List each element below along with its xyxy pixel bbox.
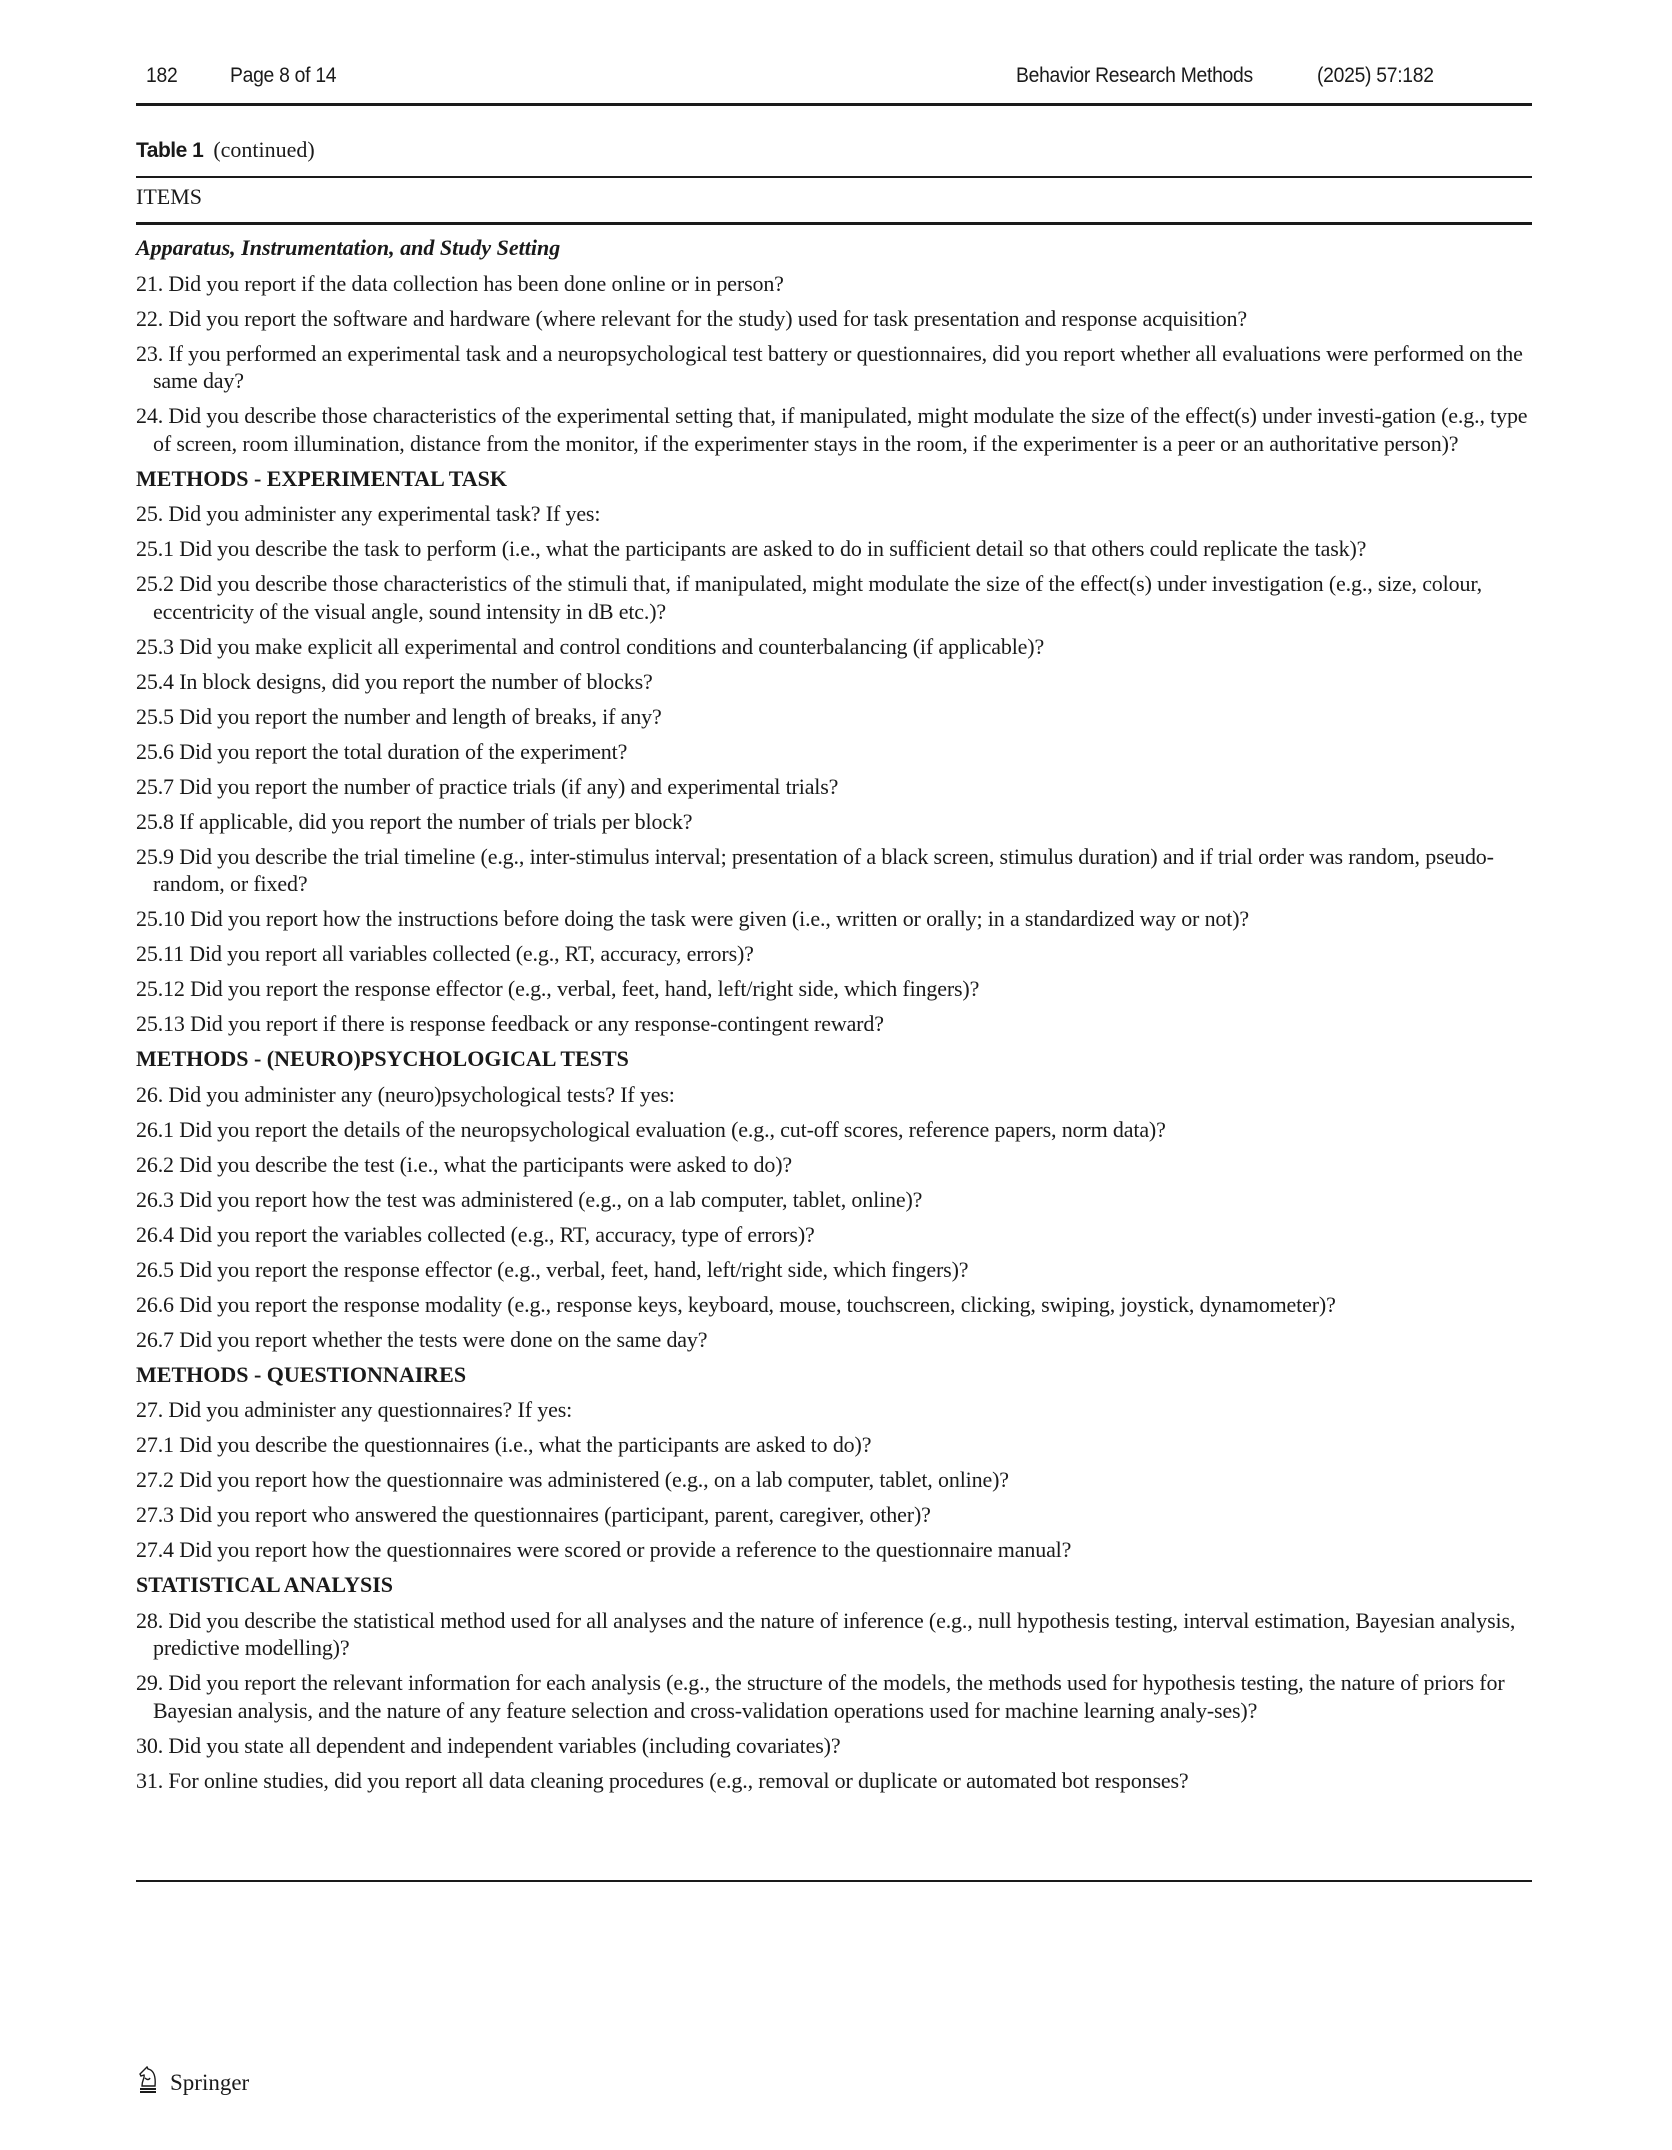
checklist-item: 25.4 In block designs, did you report the number of blocks? — [136, 668, 653, 694]
checklist-item: 25.13 Did you report if there is response feedback or any response-contingent reward? — [136, 1011, 884, 1036]
checklist-item: 26.7 Did you report whether the tests were done on the same day? — [136, 1326, 708, 1352]
checklist-item: 25.5 Did you report the number and length of breaks, if any? — [136, 703, 662, 729]
checklist-item: 28. Did you describe the statistical method used for all analyses and the nature of inference (e.g., null hypothesis testing, interval estimation, Bayesian analysis, predictive modelling)? — [136, 1607, 1516, 1660]
checklist-item: 21. Did you report if the data collection has been done online or in person? — [136, 270, 784, 296]
section-heading: METHODS - QUESTIONNAIRES — [136, 1361, 467, 1387]
checklist-item: 25.11 Did you report all variables collected (e.g., RT, accuracy, errors)? — [136, 941, 754, 966]
table-continued: (continued) — [213, 137, 315, 162]
table-caption — [136, 137, 315, 163]
section-heading: Apparatus, Instrumentation, and Study Setting — [136, 235, 561, 260]
checklist-item: 27.1 Did you describe the questionnaires (i.e., what the participants are asked to do)? — [136, 1432, 872, 1457]
citation: (2025) 57:182 — [1317, 64, 1434, 87]
checklist-item: 25. Did you administer any experimental task? If yes: — [136, 501, 601, 526]
checklist-item: 26.3 Did you report how the test was administered (e.g., on a lab computer, tablet, online)? — [136, 1186, 923, 1212]
checklist-item: 24. Did you describe those characteristics of the experimental setting that, if manipulated, might modulate the size of the effect(s) under investi-gation (e.g., type of screen, room illumination, distance from the monitor, if the experimenter stays in the room, if the experimenter is a peer or an authoritative person)? — [136, 403, 1528, 456]
checklist-item: 26. Did you administer any (neuro)psychological tests? If yes: — [136, 1081, 675, 1107]
checklist-item: 25.10 Did you report how the instructions before doing the task were given (i.e., written or orally; in a standardized way or not)? — [136, 906, 1250, 931]
section-heading: METHODS - EXPERIMENTAL TASK — [136, 465, 508, 491]
table-label: Table 1 — [136, 139, 204, 162]
page-of-total: Page 8 of 14 — [230, 64, 337, 87]
table-column-header: ITEMS — [136, 184, 202, 209]
page-number: 182 — [146, 64, 178, 87]
checklist-item: 26.2 Did you describe the test (i.e., what the participants were asked to do)? — [136, 1151, 793, 1177]
section-heading: STATISTICAL ANALYSIS — [136, 1572, 393, 1597]
checklist-item: 25.6 Did you report the total duration of the experiment? — [136, 738, 628, 764]
table-bottom-rule — [136, 1880, 1532, 1882]
table-top-rule — [136, 176, 1532, 178]
journal-name: Behavior Research Methods — [1016, 64, 1253, 87]
publisher-name: Springer — [170, 2070, 250, 2095]
checklist-item: 25.7 Did you report the number of practice trials (if any) and experimental trials? — [136, 773, 839, 799]
checklist-item: 27.2 Did you report how the questionnaire was administered (e.g., on a lab computer, tablet, online)? — [136, 1467, 1009, 1492]
checklist-item: 25.1 Did you describe the task to perform (i.e., what the participants are asked to do in sufficient detail so that others could replicate the task)? — [136, 536, 1367, 561]
checklist-item: 25.3 Did you make explicit all experimental and control conditions and counterbalancing (if applicable)? — [136, 633, 1045, 659]
checklist-item: 26.4 Did you report the variables collected (e.g., RT, accuracy, type of errors)? — [136, 1221, 815, 1247]
checklist-item: 25.2 Did you describe those characteristics of the stimuli that, if manipulated, might modulate the size of the effect(s) under investigation (e.g., size, colour, eccentricity of the visual angle, sound intensity in dB etc.)? — [136, 571, 1482, 624]
footer — [136, 2066, 249, 2100]
checklist-item: 27. Did you administer any questionnaires? If yes: — [136, 1397, 573, 1422]
checklist-item: 22. Did you report the software and hardware (where relevant for the study) used for task presentation and response acquisition? — [136, 305, 1247, 331]
header-rule — [136, 103, 1532, 106]
checklist-item: 23. If you performed an experimental task and a neuropsychological test battery or questionnaires, did you report whether all evaluations were performed on the same day? — [136, 340, 1523, 393]
checklist-item: 25.9 Did you describe the trial timeline (e.g., inter-stimulus interval; presentation of a black screen, stimulus duration) and if trial order was random, pseudo-random, or fixed? — [136, 843, 1494, 896]
section-heading: METHODS - (NEURO)PSYCHOLOGICAL TESTS — [136, 1046, 629, 1071]
checklist-item: 26.5 Did you report the response effector (e.g., verbal, feet, hand, left/right side, which fingers)? — [136, 1256, 969, 1282]
checklist-item: 27.3 Did you report who answered the questionnaires (participant, parent, caregiver, other)? — [136, 1502, 931, 1527]
table-header-rule — [136, 222, 1532, 225]
checklist-item: 25.12 Did you report the response effector (e.g., verbal, feet, hand, left/right side, which fingers)? — [136, 976, 980, 1001]
checklist-item: 30. Did you state all dependent and independent variables (including covariates)? — [136, 1732, 841, 1758]
checklist-item: 26.1 Did you report the details of the neuropsychological evaluation (e.g., cut-off scores, reference papers, norm data)? — [136, 1116, 1166, 1142]
checklist-item: 26.6 Did you report the response modality (e.g., response keys, keyboard, mouse, touchscreen, clicking, swiping, joystick, dynamometer)? — [136, 1291, 1336, 1317]
checklist-item: 29. Did you report the relevant information for each analysis (e.g., the structure of the models, the methods used for hypothesis testing, the nature of priors for Bayesian analysis, and the nature of any feature selection and cross-validation operations used for machine learning analy-ses)? — [136, 1670, 1505, 1723]
checklist-item: 27.4 Did you report how the questionnaires were scored or provide a reference to the questionnaire manual? — [136, 1537, 1072, 1562]
table-body — [136, 234, 1536, 1802]
springer-knight-icon — [136, 2066, 160, 2100]
checklist-item: 31. For online studies, did you report all data cleaning procedures (e.g., removal or duplicate or automated bot responses? — [136, 1767, 1189, 1793]
checklist-item: 25.8 If applicable, did you report the number of trials per block? — [136, 808, 693, 834]
